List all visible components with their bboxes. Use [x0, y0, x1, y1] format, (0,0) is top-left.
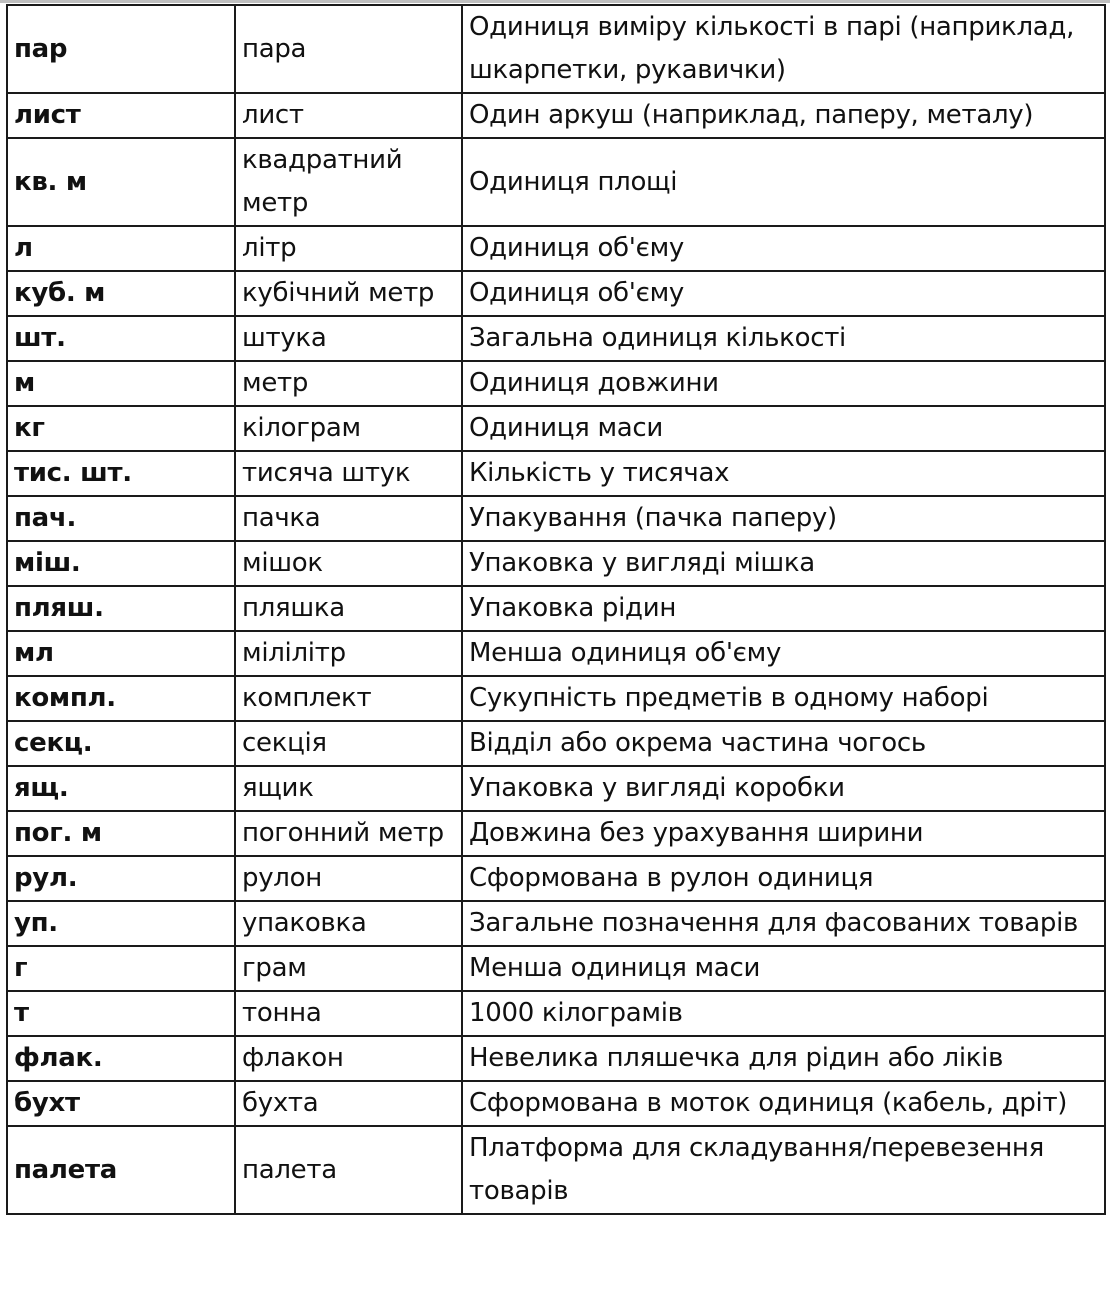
table-row: [7, 1036, 1105, 1081]
description-cell[interactable]: Невелика пляшечка для рідин або ліків: [462, 1036, 1105, 1081]
description-cell[interactable]: Упакування (пачка паперу): [462, 496, 1105, 541]
description-cell[interactable]: Одиниця об'єму: [462, 226, 1105, 271]
description-cell[interactable]: Одиниця виміру кількості в парі (наприклад, шкарпетки, рукавички): [462, 5, 1105, 93]
table-row: [7, 676, 1105, 721]
description-cell[interactable]: Сформована в моток одиниця (кабель, дріт): [462, 1081, 1105, 1126]
unit-name-cell[interactable]: метр: [235, 361, 462, 406]
description-cell[interactable]: Кількість у тисячах: [462, 451, 1105, 496]
description-cell[interactable]: 1000 кілограмів: [462, 991, 1105, 1036]
abbreviation-cell[interactable]: шт.: [7, 316, 235, 361]
abbreviation-cell[interactable]: пог. м: [7, 811, 235, 856]
table-row: [7, 541, 1105, 586]
table-row: [7, 766, 1105, 811]
units-table-body: [7, 5, 1105, 1214]
unit-name-cell[interactable]: грам: [235, 946, 462, 991]
unit-name-cell[interactable]: палета: [235, 1126, 462, 1214]
description-cell[interactable]: Один аркуш (наприклад, паперу, металу): [462, 93, 1105, 138]
abbreviation-cell[interactable]: міш.: [7, 541, 235, 586]
abbreviation-cell[interactable]: куб. м: [7, 271, 235, 316]
unit-name-cell[interactable]: квадратний метр: [235, 138, 462, 226]
description-cell[interactable]: Відділ або окрема частина чогось: [462, 721, 1105, 766]
unit-name-cell[interactable]: пляшка: [235, 586, 462, 631]
unit-name-cell[interactable]: тонна: [235, 991, 462, 1036]
abbreviation-cell[interactable]: рул.: [7, 856, 235, 901]
table-row: [7, 138, 1105, 226]
abbreviation-cell[interactable]: пач.: [7, 496, 235, 541]
table-row: [7, 316, 1105, 361]
description-cell[interactable]: Довжина без урахування ширини: [462, 811, 1105, 856]
description-cell[interactable]: Одиниця маси: [462, 406, 1105, 451]
unit-name-cell[interactable]: пара: [235, 5, 462, 93]
description-cell[interactable]: Менша одиниця об'єму: [462, 631, 1105, 676]
unit-name-cell[interactable]: тисяча штук: [235, 451, 462, 496]
abbreviation-cell[interactable]: л: [7, 226, 235, 271]
table-row: [7, 721, 1105, 766]
abbreviation-cell[interactable]: г: [7, 946, 235, 991]
table-row: [7, 1126, 1105, 1214]
abbreviation-cell[interactable]: ящ.: [7, 766, 235, 811]
description-cell[interactable]: Упаковка рідин: [462, 586, 1105, 631]
unit-name-cell[interactable]: штука: [235, 316, 462, 361]
table-row: [7, 5, 1105, 93]
table-row: [7, 271, 1105, 316]
description-cell[interactable]: Платформа для складування/перевезення товарів: [462, 1126, 1105, 1214]
description-cell[interactable]: Упаковка у вигляді коробки: [462, 766, 1105, 811]
unit-name-cell[interactable]: мілілітр: [235, 631, 462, 676]
unit-name-cell[interactable]: пачка: [235, 496, 462, 541]
description-cell[interactable]: Сукупність предметів в одному наборі: [462, 676, 1105, 721]
description-cell[interactable]: Упаковка у вигляді мішка: [462, 541, 1105, 586]
table-row: [7, 451, 1105, 496]
abbreviation-cell[interactable]: т: [7, 991, 235, 1036]
abbreviation-cell[interactable]: бухт: [7, 1081, 235, 1126]
unit-name-cell[interactable]: погонний метр: [235, 811, 462, 856]
table-row: [7, 406, 1105, 451]
description-cell[interactable]: Загальне позначення для фасованих товарів: [462, 901, 1105, 946]
abbreviation-cell[interactable]: кг: [7, 406, 235, 451]
table-row: [7, 946, 1105, 991]
unit-name-cell[interactable]: бухта: [235, 1081, 462, 1126]
unit-name-cell[interactable]: кілограм: [235, 406, 462, 451]
abbreviation-cell[interactable]: мл: [7, 631, 235, 676]
abbreviation-cell[interactable]: флак.: [7, 1036, 235, 1081]
table-row: [7, 991, 1105, 1036]
abbreviation-cell[interactable]: пар: [7, 5, 235, 93]
abbreviation-cell[interactable]: м: [7, 361, 235, 406]
abbreviation-cell[interactable]: кв. м: [7, 138, 235, 226]
table-row: [7, 856, 1105, 901]
unit-name-cell[interactable]: рулон: [235, 856, 462, 901]
abbreviation-cell[interactable]: палета: [7, 1126, 235, 1214]
unit-name-cell[interactable]: лист: [235, 93, 462, 138]
abbreviation-cell[interactable]: пляш.: [7, 586, 235, 631]
abbreviation-cell[interactable]: лист: [7, 93, 235, 138]
table-row: [7, 361, 1105, 406]
unit-name-cell[interactable]: літр: [235, 226, 462, 271]
sheet-top-border: [0, 0, 1110, 3]
table-row: [7, 93, 1105, 138]
abbreviation-cell[interactable]: компл.: [7, 676, 235, 721]
description-cell[interactable]: Сформована в рулон одиниця: [462, 856, 1105, 901]
abbreviation-cell[interactable]: тис. шт.: [7, 451, 235, 496]
unit-name-cell[interactable]: секція: [235, 721, 462, 766]
unit-name-cell[interactable]: упаковка: [235, 901, 462, 946]
description-cell[interactable]: Одиниця об'єму: [462, 271, 1105, 316]
unit-name-cell[interactable]: кубічний метр: [235, 271, 462, 316]
abbreviation-cell[interactable]: секц.: [7, 721, 235, 766]
description-cell[interactable]: Одиниця площі: [462, 138, 1105, 226]
table-row: [7, 586, 1105, 631]
description-cell[interactable]: Загальна одиниця кількості: [462, 316, 1105, 361]
description-cell[interactable]: Менша одиниця маси: [462, 946, 1105, 991]
table-row: [7, 1081, 1105, 1126]
table-row: [7, 496, 1105, 541]
table-row: [7, 631, 1105, 676]
unit-name-cell[interactable]: флакон: [235, 1036, 462, 1081]
table-row: [7, 811, 1105, 856]
unit-name-cell[interactable]: комплект: [235, 676, 462, 721]
unit-name-cell[interactable]: ящик: [235, 766, 462, 811]
units-table: [6, 4, 1106, 1215]
abbreviation-cell[interactable]: уп.: [7, 901, 235, 946]
unit-name-cell[interactable]: мішок: [235, 541, 462, 586]
table-row: [7, 226, 1105, 271]
table-row: [7, 901, 1105, 946]
description-cell[interactable]: Одиниця довжини: [462, 361, 1105, 406]
